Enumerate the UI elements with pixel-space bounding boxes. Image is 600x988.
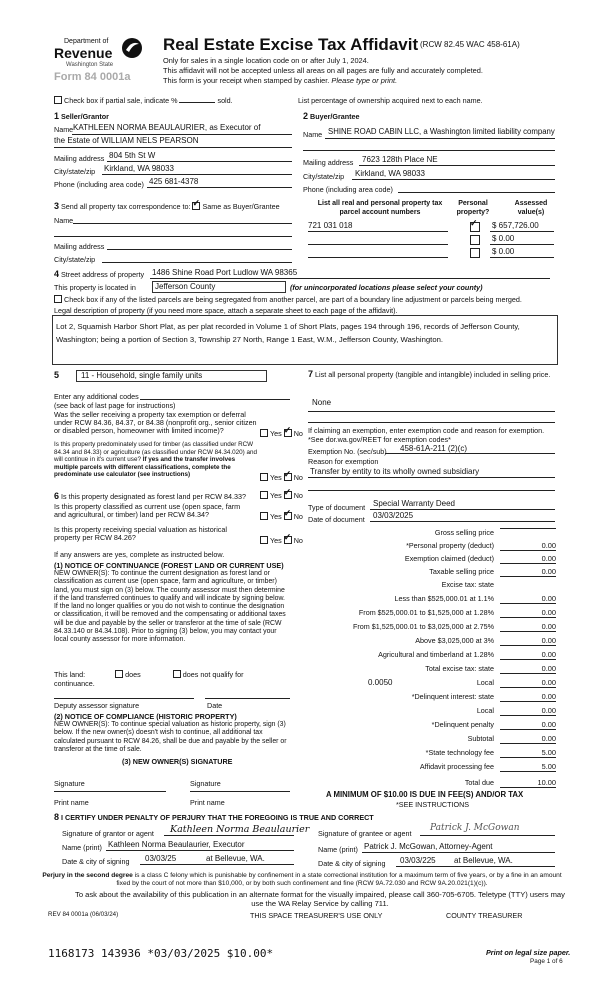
sec3-city-label: City/state/zip <box>54 255 96 264</box>
current-use-question: Is this property classified as current use (open space, farm and agricultural, or timber) land per RCW 84.34? <box>54 502 241 519</box>
section-1-number: 1 <box>54 111 60 121</box>
forest-yes-no <box>258 491 303 500</box>
grantee-city[interactable]: at Bellevue, WA. <box>454 856 513 865</box>
calc-value[interactable]: 0.00 <box>500 636 556 646</box>
calc-row <box>300 664 558 675</box>
grantee-date-line <box>396 866 555 867</box>
seller-heading-label: Seller/Grantor <box>61 112 109 121</box>
section-6-number: 6 <box>54 491 60 501</box>
calc-row <box>300 720 558 731</box>
calc-row <box>300 622 558 633</box>
calc-label: Affidavit processing fee <box>419 762 494 771</box>
calc-label: Less than $525,000.01 at 1.1% <box>394 594 494 603</box>
header-note-3b: Please type or print. <box>331 76 398 85</box>
seller-name-line-2 <box>54 147 292 148</box>
yes-label: Yes <box>270 512 282 521</box>
buyer-city-line <box>352 179 555 180</box>
historic-question: Is this property receiving special valuation as historical property per RCW 84.26? <box>54 525 227 542</box>
doc-type-line <box>370 509 555 510</box>
doc-date-line <box>370 521 555 522</box>
see-instructions: *SEE INSTRUCTIONS <box>396 800 470 809</box>
section-5-number: 5 <box>54 370 60 380</box>
partial-sale-label: Check box if partial sale, indicate % <box>64 96 178 105</box>
grantor-date[interactable]: 03/03/25 <box>145 854 177 863</box>
alt-format-note: To ask about the availability of this publication in an alternate format for the visually impaired, please call 360-705-6705. Teletype (TTY) users may use the WA Relay Service by calling 711. <box>75 890 565 908</box>
calc-value[interactable]: 0.00 <box>500 608 556 618</box>
parcel-personal-checkbox[interactable] <box>470 222 480 232</box>
seller-city-label: City/state/zip <box>54 167 96 176</box>
forest-question <box>54 491 246 501</box>
sec3-name-label: Name <box>54 216 74 225</box>
calc-row <box>300 528 558 539</box>
current-use-yes-checkbox[interactable] <box>260 512 268 520</box>
seller-city[interactable]: Kirkland, WA 98033 <box>104 164 174 173</box>
calc-row <box>300 692 558 703</box>
seller-mail[interactable]: 804 5th St W <box>109 151 156 160</box>
same-as-buyer-checkbox[interactable] <box>192 202 200 210</box>
parcel-row-1 <box>308 221 558 233</box>
timber-question-bold: If yes and the transfer involves multiple parcels with different classifications, complete the predominate use calculator (see instructions) <box>54 456 236 478</box>
timber-yes-no <box>258 473 303 482</box>
perjury-bold: Perjury in the second degree <box>42 872 133 879</box>
calc-value[interactable]: 10.00 <box>500 778 556 788</box>
certify-heading-text: I CERTIFY UNDER PENALTY OF PERJURY THAT THE FOREGOING IS TRUE AND CORRECT <box>61 813 374 822</box>
ownership-note: List percentage of ownership acquired next to each name. <box>298 96 483 105</box>
header-note-3 <box>163 76 397 85</box>
historic-yes-checkbox[interactable] <box>260 536 268 544</box>
calc-row <box>300 734 558 745</box>
codes-line <box>140 399 290 400</box>
exemption-number-label: Exemption No. (sec/sub) <box>308 447 387 456</box>
reason-line-1 <box>308 477 555 478</box>
calc-label: Gross selling price <box>434 528 494 537</box>
parcel-personal-checkbox[interactable] <box>470 248 480 258</box>
buyer-mail-label: Mailing address <box>303 158 354 167</box>
calc-label: From $525,000.01 to $1,525,000 at 1.28% <box>358 608 494 617</box>
header-note-2: This affidavit will not be accepted unless all areas on all pages are fully and accurately completed. <box>163 66 483 75</box>
buyer-phone-label: Phone (including area code) <box>303 185 393 194</box>
calc-label: Local <box>476 678 494 687</box>
unincorporated-note: (for unincorporated locations please select your county) <box>290 283 483 292</box>
assessed-col-header: Assessed value(s) <box>514 200 548 216</box>
dept-name: Revenue <box>54 45 113 61</box>
codes-label: Enter any additional codes <box>54 392 139 401</box>
sec3-name-line-2 <box>54 236 292 237</box>
sec3-city-line <box>102 262 292 263</box>
notice-compliance-heading: (2) NOTICE OF COMPLIANCE (HISTORIC PROPERTY) <box>54 712 237 721</box>
calc-value[interactable]: 5.00 <box>500 762 556 772</box>
exemption-number-line <box>385 453 555 454</box>
exemption-label: If claiming an exemption, enter exemption code and reason for exemption. *See dor.wa.gov/REET for exemption codes* <box>308 426 545 444</box>
header-note-1: Only for sales in a single location code on or after July 1, 2024. <box>163 56 369 65</box>
personal-property-line-2 <box>308 422 555 423</box>
does-checkbox[interactable] <box>115 670 123 678</box>
parcel-personal-checkbox[interactable] <box>470 235 480 245</box>
legal-description[interactable]: Lot 2, Squamish Harbor Short Plat, as per plat recorded in Volume 1 of Short Plats, pages 194 through 196, records of Jefferson County, Washington; being a portion of Section 3, Township 27 North, Range 1 East, W.M., Jefferson County, Washington. <box>52 315 558 365</box>
partial-sale-checkbox[interactable] <box>54 96 62 104</box>
form-rcw: (RCW 82.45 WAC 458-61A) <box>420 40 520 49</box>
current-use-yes-no <box>258 512 303 521</box>
forest-yes-checkbox[interactable] <box>260 491 268 499</box>
legal-paper-note: Print on legal size paper. <box>486 948 571 957</box>
doc-date-label: Date of document <box>308 515 365 524</box>
calc-label: Exemption claimed (deduct) <box>404 554 494 563</box>
calc-row <box>300 580 558 591</box>
calc-value[interactable]: 0.00 <box>500 720 556 730</box>
parcel-row-3 <box>308 247 558 259</box>
deputy-date-line <box>205 698 290 699</box>
owner-signature-line-2 <box>190 791 290 792</box>
yes-label: Yes <box>270 473 282 482</box>
calc-value[interactable]: 0.00 <box>500 650 556 660</box>
calc-row <box>300 778 558 789</box>
yes-label: Yes <box>270 491 282 500</box>
no-label: No <box>293 536 303 545</box>
personal-property-value[interactable]: None <box>312 398 332 407</box>
seller-name-1[interactable]: KATHLEEN NORMA BEAULAURIER, as Executor of <box>73 123 261 132</box>
perjury-note <box>40 872 564 888</box>
segregated-row <box>54 295 522 304</box>
local-rate[interactable]: 0.0050 <box>368 678 393 687</box>
certify-heading <box>54 812 374 822</box>
parcel-col-header: List all real and personal property tax parcel account numbers <box>317 200 443 216</box>
calc-label: Excise tax: state <box>441 580 494 589</box>
section-3-number: 3 <box>54 201 60 211</box>
personal-property-label <box>308 370 556 379</box>
located-label: This property is located in <box>54 283 136 292</box>
exemption-no-checkbox[interactable] <box>284 429 292 437</box>
buyer-phone-line <box>398 192 555 193</box>
seller-phone[interactable]: 425 681-4378 <box>149 177 199 186</box>
calc-label: *Personal property (deduct) <box>406 541 494 550</box>
header-note-3a: This form is your receipt when stamped by cashier. <box>163 76 330 85</box>
does-not-checkbox[interactable] <box>173 670 181 678</box>
seller-mail-label: Mailing address <box>54 154 105 163</box>
doc-date[interactable]: 03/03/2025 <box>373 511 414 520</box>
timber-question-text: Is this property predominately used for timber (as classified under RCW 84.34 and 84.33) or agriculture (as classified under RCW 84.34.020) and will continue in it's current use? <box>54 441 258 463</box>
grantee-print-label: Name (print) <box>318 845 358 854</box>
owner-signature-line-1 <box>54 791 166 792</box>
parcel-number-line <box>308 257 448 258</box>
grantor-date-line <box>140 864 294 865</box>
sec3-label: Send all property tax correspondence to: <box>61 202 191 211</box>
buyer-name-1[interactable]: SHINE ROAD CABIN LLC, a Washington limited liability company <box>328 127 555 136</box>
state-line: Washington State <box>66 62 114 68</box>
calc-row <box>300 748 558 759</box>
calc-row <box>300 554 558 565</box>
calc-value[interactable]: 0.00 <box>500 678 556 688</box>
grantor-print-name[interactable]: Kathleen Norma Beaulaurier, Executor <box>108 840 245 849</box>
deputy-date-label: Date <box>207 701 223 710</box>
yes-label: Yes <box>270 429 282 438</box>
dor-swoosh-icon <box>120 36 144 60</box>
sec3-heading <box>54 201 280 211</box>
exemption-question: Was the seller receiving a property tax exemption or deferral under RCW 84.36, 84.37, or 84.38 (nonprofit org., senior citizen or disabled person, homeowner with limited income)? <box>54 410 257 435</box>
personal-col-header: Personal property? <box>456 200 490 216</box>
calc-value[interactable]: 0.00 <box>500 594 556 604</box>
partial-sale-row <box>54 96 233 105</box>
calc-label: Subtotal <box>467 734 494 743</box>
does-label: does <box>125 670 141 679</box>
no-label: No <box>293 512 303 521</box>
notice-continuance-text: NEW OWNER(S): To continue the current designation as forest land or classification as current use (open space, farm and agriculture, or timber) land, you must sign on (3) below. The county assessor must then determine if the land transferred continues to qualify and will indicate by signing below. If the land no longer qualifies or you do not wish to continue the designation or classification, it will be removed and the compensating or additional taxes will be due and payable by the seller or transferor at the time of sale (RCW 84.33.140 or 84.34.108). Prior to signing (3) below, you may contact your local county assessor for more information. <box>54 570 286 644</box>
notice-continuance-heading: (1) NOTICE OF CONTINUANCE (FOREST LAND OR CURRENT USE) <box>54 561 284 570</box>
grantor-signature[interactable]: Kathleen Norma Beaulaurier <box>170 824 310 835</box>
section-2-number: 2 <box>303 111 309 121</box>
reason-label: Reason for exemption <box>308 457 379 466</box>
this-land-row <box>54 670 244 679</box>
calc-row <box>300 594 558 605</box>
grantee-signature-label: Signature of grantee or agent <box>318 829 412 838</box>
historic-no-checkbox[interactable] <box>284 536 292 544</box>
this-land-label: This land: <box>54 670 86 679</box>
calc-value[interactable]: 0.00 <box>500 622 556 632</box>
exemption-reason[interactable]: Transfer by entity to its wholly owned subsidiary <box>310 467 480 476</box>
grantor-signature-label: Signature of grantor or agent <box>62 829 154 838</box>
calc-row <box>300 650 558 661</box>
seller-phone-line <box>147 187 292 188</box>
grantor-print-label: Name (print) <box>62 843 102 852</box>
buyer-name-line-2 <box>303 150 555 151</box>
timber-question <box>54 441 260 479</box>
owner-signature-label-2: Signature <box>190 779 221 788</box>
calc-label: Above $3,025,000 at 3% <box>415 636 494 645</box>
land-use-select[interactable]: 11 - Household, single family units <box>76 370 267 382</box>
calc-row <box>300 706 558 717</box>
no-label: No <box>293 429 303 438</box>
calc-label: Total excise tax: state <box>425 664 494 673</box>
rev-number: REV 84 0001a (06/03/24) <box>48 911 119 918</box>
seller-name-2[interactable]: the Estate of WILLIAM NELS PEARSON <box>54 136 199 145</box>
no-label: No <box>293 491 303 500</box>
calc-value[interactable]: 5.00 <box>500 748 556 758</box>
grantor-print-line <box>106 850 294 851</box>
section-7-number: 7 <box>308 369 314 379</box>
sec4-address-row <box>54 269 144 279</box>
forest-question-text: Is this property designated as forest land per RCW 84.33? <box>61 492 246 501</box>
parcel-value-line <box>490 244 554 245</box>
section-8-number: 8 <box>54 812 60 822</box>
buyer-heading-label: Buyer/Grantee <box>310 112 360 121</box>
buyer-city[interactable]: Kirkland, WA 98033 <box>355 169 425 178</box>
calc-row <box>300 678 558 689</box>
exemption-yes-no <box>258 429 303 438</box>
sec4-address-label: Street address of property <box>61 270 145 279</box>
historic-yes-no <box>258 536 303 545</box>
calc-label: *State technology fee <box>425 748 494 757</box>
seller-city-line <box>102 174 292 175</box>
owner-signature-label-1: Signature <box>54 779 85 788</box>
county-select[interactable]: Jefferson County <box>152 281 286 293</box>
seller-heading <box>54 111 109 121</box>
calc-value[interactable]: 0.00 <box>500 734 556 744</box>
parcel-value[interactable]: $ 0.00 <box>492 234 515 243</box>
legal-label: Legal description of property (if you need more space, attach a separate sheet to each page of the affidavit). <box>54 306 398 315</box>
parcel-value-line <box>490 231 554 232</box>
buyer-heading <box>303 111 360 121</box>
calc-label: Taxable selling price <box>429 567 494 576</box>
parcel-value[interactable]: $ 0.00 <box>492 247 515 256</box>
same-as-buyer-label: Same as Buyer/Grantee <box>202 202 280 211</box>
property-address[interactable]: 1486 Shine Road Port Ludlow WA 98365 <box>152 268 298 277</box>
page-number: Page 1 of 6 <box>530 958 563 965</box>
new-owner-signature-heading: (3) NEW OWNER(S) SIGNATURE <box>122 757 233 766</box>
does-not-label: does not qualify for <box>182 670 244 679</box>
parcel-value-line <box>490 257 554 258</box>
doc-type-label: Type of document <box>308 503 366 512</box>
buyer-mail[interactable]: 7623 128th Place NE <box>362 155 438 164</box>
notice-compliance-text: NEW OWNER(S): To continue special valuation as historic property, sign (3) below. If the new owner(s) doesn't wish to continue, all additional tax calculated pursuant to RCW 84.26, shall be due and payable by the seller or transferor at the time of sale. <box>54 721 287 753</box>
if-yes-note: If any answers are yes, complete as instructed below. <box>54 550 225 559</box>
forest-no-checkbox[interactable] <box>284 491 292 499</box>
property-address-line <box>150 278 550 279</box>
grantor-signature-line <box>164 835 294 836</box>
sec3-name-line-1 <box>73 223 292 224</box>
grantee-print-name[interactable]: Patrick J. McGowan, Attorney-Agent <box>364 842 493 851</box>
grantee-signature-line <box>420 835 555 836</box>
owner-print-label-2: Print name <box>190 798 225 807</box>
deputy-signature-line <box>54 698 194 699</box>
codes-hint: (see back of last page for instructions) <box>54 401 176 410</box>
dept-line: Department of <box>64 38 109 45</box>
calc-label: *Delinquent interest: state <box>411 692 494 701</box>
calc-label: Total due <box>464 778 494 787</box>
section-4-number: 4 <box>54 269 60 279</box>
seller-phone-label: Phone (including area code) <box>54 180 144 189</box>
calc-value[interactable] <box>500 528 556 529</box>
yes-label: Yes <box>270 536 282 545</box>
personal-property-line <box>308 411 555 412</box>
calc-row <box>300 636 558 647</box>
timber-no-checkbox[interactable] <box>284 473 292 481</box>
form-number: Form 84 0001a <box>54 71 131 83</box>
parcel-number[interactable]: 721 031 018 <box>308 221 353 230</box>
parcel-row-2 <box>308 234 558 246</box>
calc-row <box>300 567 558 578</box>
parcel-number-line <box>308 244 448 245</box>
calc-value[interactable]: 0.00 <box>500 706 556 716</box>
segregated-label: Check box if any of the listed parcels are being segregated from another parcel, are part of a boundary line adjustment or parcels being merged. <box>64 295 522 304</box>
reason-line-2 <box>308 490 555 491</box>
calc-label: Agricultural and timberland at 1.28% <box>378 650 494 659</box>
treasurer-use-note: THIS SPACE TREASURER'S USE ONLY <box>250 911 383 920</box>
parcel-value[interactable]: $ 657,726.00 <box>492 221 539 230</box>
parcel-number-line <box>308 231 448 232</box>
calc-value[interactable]: 0.00 <box>500 692 556 702</box>
calc-label: *Delinquent penalty <box>431 720 494 729</box>
calc-value[interactable]: 0.00 <box>500 664 556 674</box>
buyer-city-label: City/state/zip <box>303 172 345 181</box>
continuance-label: continuance. <box>54 679 95 688</box>
form-title: Real Estate Excise Tax Affidavit <box>163 35 419 54</box>
partial-sale-sold: sold. <box>217 96 233 105</box>
calc-label: From $1,525,000.01 to $3,025,000 at 2.75% <box>352 622 494 631</box>
cashier-stamp: 1168173 143936 *03/03/2025 $10.00* <box>48 947 274 960</box>
no-label: No <box>293 473 303 482</box>
calc-value[interactable]: 0.00 <box>500 554 556 564</box>
segregated-checkbox[interactable] <box>54 295 62 303</box>
minimum-due-note: A MINIMUM OF $10.00 IS DUE IN FEE(S) AND/OR TAX <box>326 790 524 799</box>
sec3-mail-line <box>107 249 292 250</box>
grantee-date[interactable]: 03/03/225 <box>400 856 436 865</box>
seller-name-label: Name <box>54 125 74 134</box>
buyer-name-label: Name <box>303 130 323 139</box>
grantee-print-line <box>362 852 555 853</box>
seller-name-line-1 <box>72 134 292 135</box>
county-treasurer-label: COUNTY TREASURER <box>446 911 523 920</box>
grantee-signature[interactable]: Patrick J. McGowan <box>430 823 520 833</box>
seller-mail-line <box>107 161 292 162</box>
grantor-city[interactable]: at Bellevue, WA. <box>206 854 265 863</box>
owner-print-label-1: Print name <box>54 798 89 807</box>
calc-row <box>300 608 558 619</box>
current-use-no-checkbox[interactable] <box>284 512 292 520</box>
exemption-number[interactable]: 458-61A-211 (2)(c) <box>400 444 467 453</box>
doc-type[interactable]: Special Warranty Deed <box>373 499 455 508</box>
perjury-text: is a class C felony which is punishable by confinement in a state correctional institution for a maximum term of five years, or by a fine in an amount fixed by the court of not more than $10,000, or by both such confinement and fine (RCW 9A.72.030 and RCW 9A.20.021(1)(c)). <box>116 872 562 887</box>
sec3-mail-label: Mailing address <box>54 242 105 251</box>
calc-row <box>300 762 558 773</box>
grantor-date-label: Date & city of signing <box>62 857 130 866</box>
calc-value[interactable]: 0.00 <box>500 541 556 551</box>
deputy-signature-label: Deputy assessor signature <box>54 701 140 710</box>
buyer-name-line-1 <box>325 138 555 139</box>
calc-value[interactable]: 0.00 <box>500 567 556 577</box>
grantee-date-label: Date & city of signing <box>318 859 386 868</box>
buyer-mail-line <box>359 165 555 166</box>
exemption-yes-checkbox[interactable] <box>260 429 268 437</box>
calc-label: Local <box>476 706 494 715</box>
personal-property-text: List all personal property (tangible and intangible) included in selling price. <box>315 370 551 379</box>
calc-row <box>300 541 558 552</box>
timber-yes-checkbox[interactable] <box>260 473 268 481</box>
